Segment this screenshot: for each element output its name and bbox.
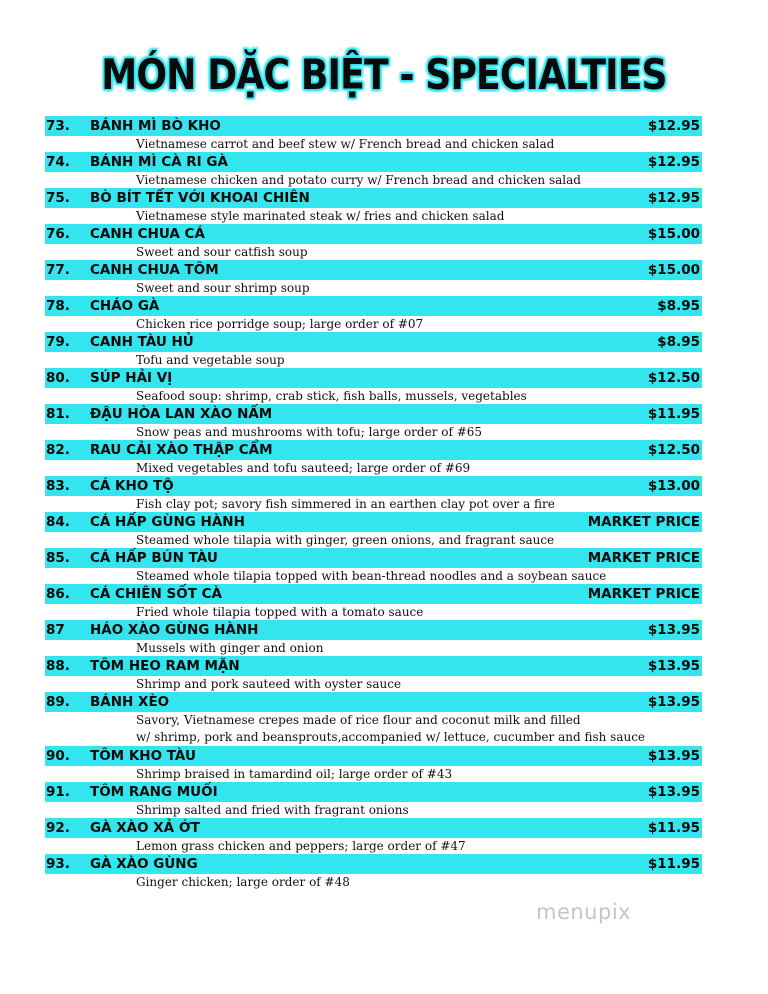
- menu-item-price: MARKET PRICE: [587, 550, 700, 566]
- description-line: Vietnamese style marinated steak w/ fries and chicken salad: [136, 209, 505, 223]
- menu-item: [45, 692, 702, 746]
- description-line: Sweet and sour shrimp soup: [136, 281, 310, 295]
- menu-item-name: CÁ CHIÊN SỐT CÀ: [90, 586, 222, 602]
- menu-item-header: [45, 260, 702, 280]
- menu-item-price: $13.95: [647, 658, 700, 674]
- menu-item: [45, 332, 702, 368]
- menu-item-num: 91.: [46, 784, 70, 800]
- description-line: Steamed whole tilapia topped with bean-thread noodles and a soybean sauce: [136, 569, 607, 583]
- menu-item-num: 81.: [46, 406, 70, 422]
- description-line: Savory, Vietnamese crepes made of rice flour and coconut milk and filled: [136, 713, 581, 727]
- description-line: Chicken rice porridge soup; large order of #07: [136, 317, 424, 331]
- menu-item-description: [45, 640, 702, 656]
- menu-item-num: 78.: [46, 298, 70, 314]
- menu-item-num: 77.: [46, 262, 70, 278]
- menu-item-header: [45, 116, 702, 136]
- description-line: Vietnamese chicken and potato curry w/ French bread and chicken salad: [136, 173, 581, 187]
- menu-item: [45, 224, 702, 260]
- menu-item-header: [45, 818, 702, 838]
- menu-item-price: $11.95: [647, 820, 700, 836]
- description-line: Shrimp and pork sauteed with oyster sauce: [136, 677, 402, 691]
- menu-item-name: BÁNH MÌ CÀ RI GÀ: [90, 154, 228, 170]
- menupix-logo: menupix: [536, 900, 632, 924]
- menu-item-name: CHÁO GÀ: [90, 298, 160, 314]
- description-line: Snow peas and mushrooms with tofu; large order of #65: [136, 425, 483, 439]
- menu-item-price: $12.95: [647, 190, 700, 206]
- menu-item-name: GÀ XÀO GÙNG: [90, 856, 198, 872]
- menu-item: [45, 584, 702, 620]
- menu-item: [45, 152, 702, 188]
- menu-item-num: 85.: [46, 550, 70, 566]
- description-line: Fried whole tilapia topped with a tomato sauce: [136, 605, 424, 619]
- menu-item-description: [45, 766, 702, 782]
- menu-item-header: [45, 512, 702, 532]
- menu-item-price: $12.95: [647, 154, 700, 170]
- menu-item-name: CÁ HẤP GÙNG HÀNH: [90, 514, 245, 530]
- menu-item-header: [45, 854, 702, 874]
- menu-item-price: $8.95: [657, 298, 700, 314]
- menu-item-price: MARKET PRICE: [587, 514, 700, 530]
- menu-item-price: MARKET PRICE: [587, 586, 700, 602]
- menu-item-num: 83.: [46, 478, 70, 494]
- menu-item-name: TÔM HEO RAM MẶN: [90, 658, 240, 674]
- menu-item-name: CÁ KHO TỘ: [90, 478, 174, 494]
- description-line: w/ shrimp, pork and beansprouts,accompanied w/ lettuce, cucumber and fish sauce: [136, 730, 646, 744]
- menu-item-header: [45, 332, 702, 352]
- menu-item-header: [45, 296, 702, 316]
- menu-item: [45, 296, 702, 332]
- menu-item: [45, 476, 702, 512]
- menu-item-price: $13.95: [647, 748, 700, 764]
- menu-item-num: 88.: [46, 658, 70, 674]
- menu-item-description: [45, 316, 702, 332]
- menu-item-description: [45, 388, 702, 404]
- menu-item-header: [45, 404, 702, 424]
- menu-item-description: [45, 496, 702, 512]
- menu-item-num: 92.: [46, 820, 70, 836]
- menu-item: [45, 782, 702, 818]
- menu-item-num: 82.: [46, 442, 70, 458]
- menu-item-header: [45, 692, 702, 712]
- menu-item-price: $13.95: [647, 622, 700, 638]
- menu-item-description: [45, 280, 702, 296]
- menu-item-num: 84.: [46, 514, 70, 530]
- menu-item-num: 79.: [46, 334, 70, 350]
- menu-item: [45, 512, 702, 548]
- menu-item-price: $11.95: [647, 856, 700, 872]
- menu-item: [45, 440, 702, 476]
- menu-item: [45, 746, 702, 782]
- menu-item-name: GÀ XÀO XẢ ỚT: [90, 820, 200, 836]
- menu-item-description: [45, 676, 702, 692]
- menu-item-name: TÔM RANG MUỐI: [90, 784, 218, 800]
- menu-item-num: 89.: [46, 694, 70, 710]
- menu-item-price: $13.00: [647, 478, 700, 494]
- menu-item-header: [45, 746, 702, 766]
- menu-item-description: [45, 802, 702, 818]
- description-line: Mussels with ginger and onion: [136, 641, 324, 655]
- menu-item-header: [45, 548, 702, 568]
- menu-item: [45, 656, 702, 692]
- menu-item-description: [45, 352, 702, 368]
- menu-item-description: [45, 424, 702, 440]
- menu-item-num: 75.: [46, 190, 70, 206]
- menu-item-description: [45, 172, 702, 188]
- menu-item-num: 90.: [46, 748, 70, 764]
- menu-item-num: 87: [46, 622, 65, 638]
- menu-item-num: 80.: [46, 370, 70, 386]
- description-line: Fish clay pot; savory fish simmered in an earthen clay pot over a fire: [136, 497, 555, 511]
- description-line: Shrimp braised in tamardind oil; large order of #43: [136, 767, 453, 781]
- description-line: Seafood soup: shrimp, crab stick, fish balls, mussels, vegetables: [136, 389, 527, 403]
- menu-item-num: 73.: [46, 118, 70, 134]
- menu-item: [45, 548, 702, 584]
- menu-item-price: $13.95: [647, 784, 700, 800]
- menu-item: [45, 188, 702, 224]
- menu-item-num: 93.: [46, 856, 70, 872]
- menu-item-price: $15.00: [647, 226, 700, 242]
- menu-item: [45, 260, 702, 296]
- menu-item-header: [45, 656, 702, 676]
- menu-item-description: [45, 712, 702, 746]
- menu-list: [45, 116, 702, 890]
- description-line: Vietnamese carrot and beef stew w/ French bread and chicken salad: [136, 137, 555, 151]
- menu-item-price: $12.50: [647, 370, 700, 386]
- menu-item: [45, 116, 702, 152]
- menu-item-name: BÁNH XÈO: [90, 694, 170, 710]
- menu-item-name: TÔM KHO TÀU: [90, 748, 196, 764]
- menu-item: [45, 818, 702, 854]
- menu-item-description: [45, 460, 702, 476]
- menu-item-description: [45, 532, 702, 548]
- menu-item-header: [45, 368, 702, 388]
- menu-item-num: 86.: [46, 586, 70, 602]
- menu-item-header: [45, 188, 702, 208]
- menu-item-price: $11.95: [647, 406, 700, 422]
- menu-item: [45, 404, 702, 440]
- menu-item-description: [45, 244, 702, 260]
- description-line: Steamed whole tilapia with ginger, green onions, and fragrant sauce: [136, 533, 555, 547]
- menu-item-num: 76.: [46, 226, 70, 242]
- menu-item-name: HÁO XÀO GÙNG HÀNH: [90, 622, 259, 638]
- menu-item-name: CANH TÀU HỦ: [90, 334, 194, 350]
- menu-item: [45, 620, 702, 656]
- menu-item-price: $13.95: [647, 694, 700, 710]
- menu-item-price: $8.95: [657, 334, 700, 350]
- menu-item-header: [45, 782, 702, 802]
- menu-item-header: [45, 476, 702, 496]
- menu-item-header: [45, 152, 702, 172]
- menu-item-name: BÁNH MÌ BÒ KHO: [90, 118, 221, 134]
- menu-item-description: [45, 838, 702, 854]
- menu-item-name: ĐẬU HÒA LAN XÀO NẤM: [90, 406, 273, 422]
- menu-item-description: [45, 874, 702, 890]
- menu-item-name: CÁ HẤP BÚN TÀU: [90, 550, 218, 566]
- menu-item-name: SÚP HẢI VỊ: [90, 370, 173, 386]
- menu-item-name: BÒ BÍT TẾT VỚI KHOAI CHIÊN: [90, 190, 310, 206]
- menu-item-name: RAU CẢI XÀO THẬP CẨM: [90, 442, 273, 458]
- menu-item-price: $12.50: [647, 442, 700, 458]
- description-line: Lemon grass chicken and peppers; large order of #47: [136, 839, 466, 853]
- description-line: Mixed vegetables and tofu sauteed; large order of #69: [136, 461, 471, 475]
- description-line: Sweet and sour catfish soup: [136, 245, 308, 259]
- menu-item-description: [45, 208, 702, 224]
- description-line: Tofu and vegetable soup: [136, 353, 285, 367]
- description-line: Shrimp salted and fried with fragrant onions: [136, 803, 409, 817]
- menu-item-name: CANH CHUA TÔM: [90, 262, 219, 278]
- description-line: Ginger chicken; large order of #48: [136, 875, 350, 889]
- menu-item-header: [45, 620, 702, 640]
- menu-item-description: [45, 604, 702, 620]
- menu-item-price: $15.00: [647, 262, 700, 278]
- menu-item-name: CANH CHUA CÁ: [90, 226, 205, 242]
- menu-item: [45, 368, 702, 404]
- menu-item-price: $12.95: [647, 118, 700, 134]
- menu-item-num: 74.: [46, 154, 70, 170]
- menu-item: [45, 854, 702, 890]
- page-title: MÓN DẶC BIỆT - SPECIALTIES: [101, 50, 667, 99]
- menu-item-description: [45, 568, 702, 584]
- menu-item-description: [45, 136, 702, 152]
- menu-item-header: [45, 440, 702, 460]
- menu-item-header: [45, 584, 702, 604]
- menu-item-header: [45, 224, 702, 244]
